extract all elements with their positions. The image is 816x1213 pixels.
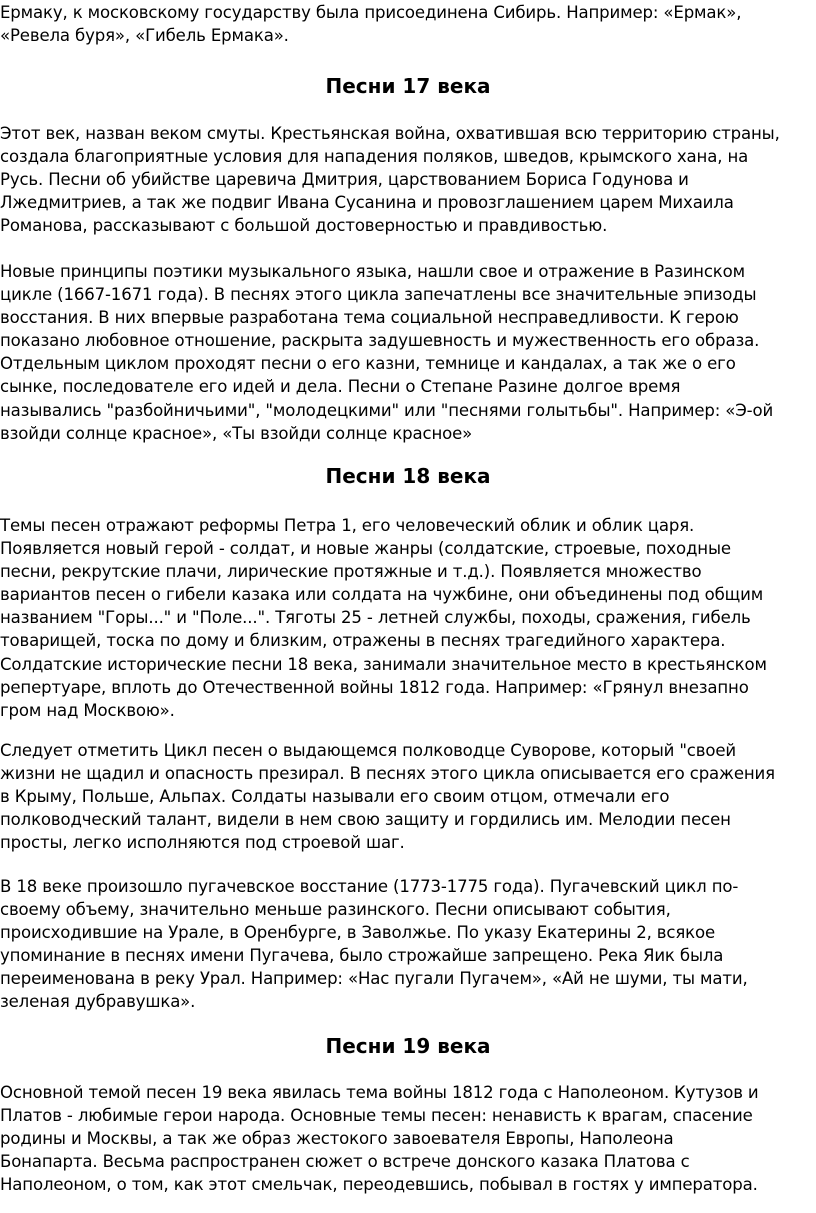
section-19-paragraph-1 <box>0 1081 816 1196</box>
text-line: упоминание в песнях имени Пугачева, было строжайше запрещено. Река Яик была <box>0 946 724 966</box>
text-line: товарищей, тоска по дому и близким, отражены в песнях трагедийного характера. <box>0 631 726 651</box>
intro-paragraph <box>0 1 816 47</box>
text-line: Платов - любимые герои народа. Основные темы песен: ненависть к врагам, спасение <box>0 1106 753 1126</box>
text-line: создала благоприятные условия для нападения поляков, шведов, крымского хана, на <box>0 147 749 167</box>
text-line: Новые принципы поэтики музыкального языка, нашли свое и отражение в Разинском <box>0 262 745 281</box>
text-line: репертуаре, вплоть до Отечественной войны 1812 года. Например: «Грянул внезапно <box>0 677 749 697</box>
section-18-paragraph-2 <box>0 739 816 854</box>
section-18-paragraph-3 <box>0 875 816 1014</box>
text-line: сынке, последователе его идей и дела. Песни о Степане Разине долгое время <box>0 377 681 397</box>
text-line: Появляется новый герой - солдат, и новые жанры (солдатские, строевые, походные <box>0 539 731 559</box>
text-line: зеленая дубравушка». <box>0 992 196 1012</box>
text-line: полководческий талант, видели в нем свою защиту и гордились им. Мелодии песен <box>0 810 731 830</box>
text-line: песни, рекрутские плачи, лирические протяжные и т.д.). Появляется множество <box>0 562 702 582</box>
text-line: «Ревела буря», «Гибель Ермака». <box>0 26 289 46</box>
text-line: цикле (1667-1671 года). В песнях этого цикла запечатлены все значительные эпизоды <box>0 285 757 305</box>
text-line: Этот век, назван веком смуты. Крестьянская война, охватившая всю территорию страны, <box>0 124 780 143</box>
text-line: просты, легко исполняются под строевой шаг. <box>0 833 405 853</box>
section-heading-19: Песни 19 века <box>325 1034 491 1058</box>
text-line: Русь. Песни об убийстве царевича Дмитрия, царствованием Бориса Годунова и <box>0 170 689 190</box>
text-line: Отдельным циклом проходят песни о его казни, темнице и кандалах, а так же о его <box>0 354 736 374</box>
text-line: жизни не щадил и опасность презирал. В песнях этого цикла описывается его сражения <box>0 764 775 784</box>
text-line: Наполеоном, о том, как этот смельчак, переодевшись, побывал в гостях у императора. <box>0 1175 758 1195</box>
section-18-paragraph-1 <box>0 514 816 722</box>
text-line: назывались "разбойничьими", "молодецкими" или "песнями голытьбы". Например: «Э-ой <box>0 400 774 420</box>
text-line: Темы песен отражают реформы Петра 1, его человеческий облик и облик царя. <box>0 516 695 535</box>
text-line: Лжедмитриев, а так же подвиг Ивана Сусанина и провозглашением царем Михаила <box>0 193 734 213</box>
text-line: В 18 веке произошло пугачевское восстание (1773-1775 года). Пугачевский цикл по- <box>0 877 739 896</box>
text-line: Ермаку, к московскому государству была присоединена Сибирь. Например: «Ермак», <box>0 3 742 22</box>
text-line: гром над Москвою». <box>0 700 175 720</box>
text-line: восстания. В них впервые разработана тема социальной несправедливости. К герою <box>0 308 739 328</box>
text-line: в Крыму, Польше, Альпах. Солдаты называли его своим отцом, отмечали его <box>0 787 670 807</box>
text-line: переименована в реку Урал. Например: «Нас пугали Пугачем», «Ай не шуми, ты мати, <box>0 969 748 989</box>
text-line: показано любовное отношение, раскрыта задушевность и мужественность его образа. <box>0 331 760 351</box>
text-line: взойди солнце красное», «Ты взойди солнце красное» <box>0 423 473 443</box>
text-line: названием "Горы..." и "Поле...". Тяготы 25 - летней службы, походы, сражения, гибель <box>0 608 751 628</box>
text-line: своему объему, значительно меньше разинского. Песни описывают события, <box>0 900 671 920</box>
text-line: Основной темой песен 19 века явилась тема войны 1812 года с Наполеоном. Кутузов и <box>0 1083 759 1102</box>
section-17-paragraph-2 <box>0 260 816 445</box>
text-line: Следует отметить Цикл песен о выдающемся полководце Суворове, который "своей <box>0 741 737 760</box>
text-line: родины и Москвы, а так же образ жестокого завоевателя Европы, Наполеона <box>0 1129 674 1149</box>
section-17-paragraph-1 <box>0 122 816 237</box>
text-line: Бонапарта. Весьма распространен сюжет о встрече донского казака Платова с <box>0 1152 690 1172</box>
section-heading-18: Песни 18 века <box>325 464 491 488</box>
text-line: Романова, рассказывают с большой достоверностью и правдивостью. <box>0 216 608 236</box>
text-line: происходившие на Урале, в Оренбурге, в Заволжье. По указу Екатерины 2, всякое <box>0 923 716 943</box>
text-line: Солдатские исторические песни 18 века, занимали значительное место в крестьянском <box>0 654 767 674</box>
text-line: вариантов песен о гибели казака или солдата на чужбине, они объединены под общим <box>0 585 764 605</box>
section-heading-17: Песни 17 века <box>325 74 491 98</box>
